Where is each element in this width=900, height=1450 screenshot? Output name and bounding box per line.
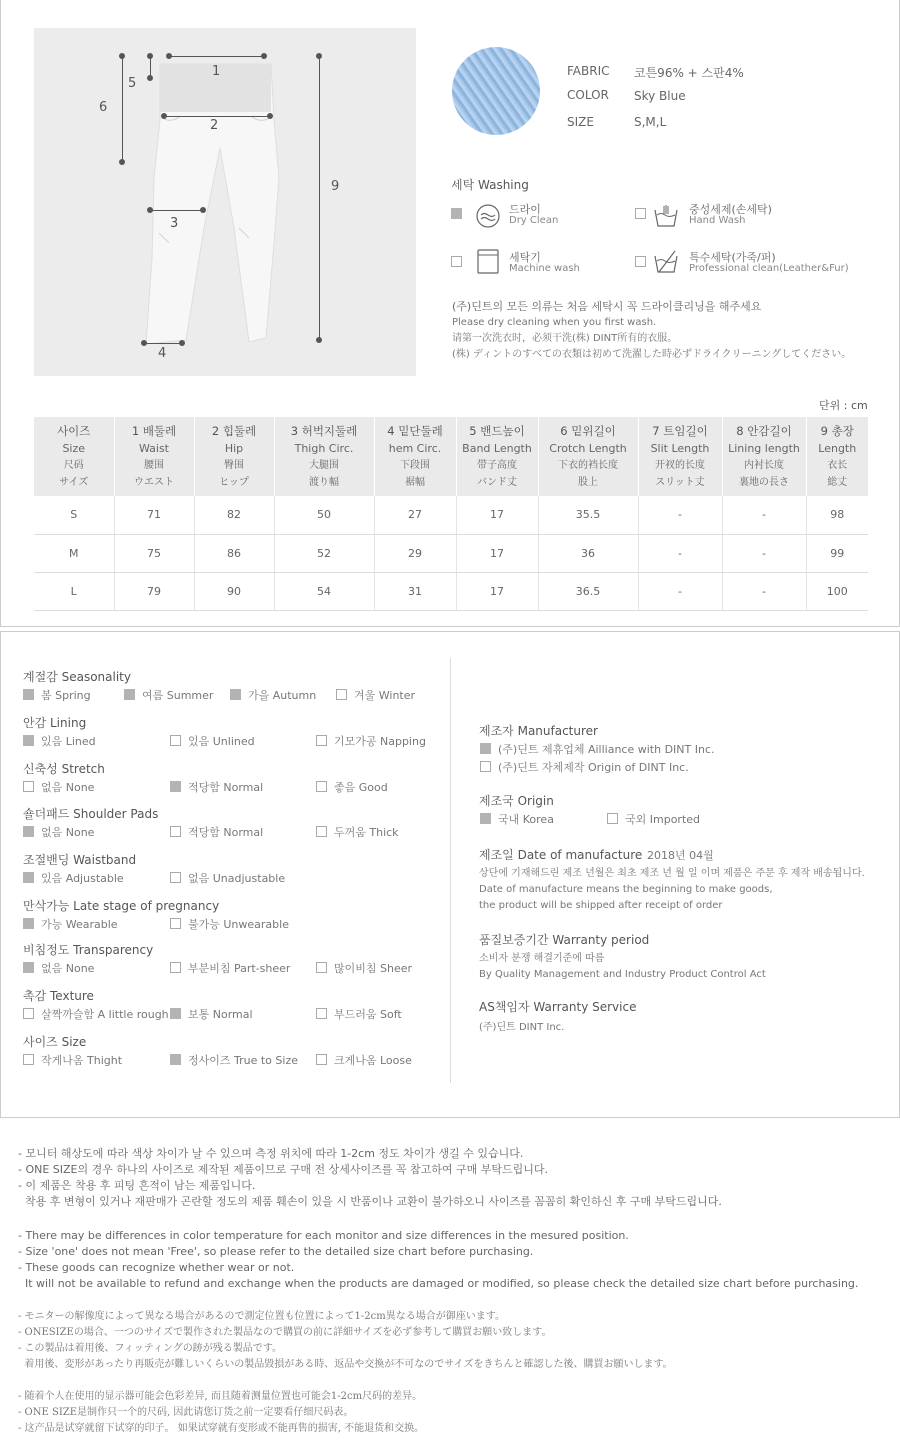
attribute-checkbox (170, 872, 181, 883)
attribute-option: 불가능 Unwearable (170, 916, 289, 932)
size-label: SIZE (567, 115, 594, 129)
table-cell: - (722, 572, 806, 610)
table-cell: 54 (274, 572, 374, 610)
attribute-option: 가을 Autumn (230, 687, 316, 703)
table-cell: - (722, 534, 806, 572)
professional-clean-checkbox (635, 256, 646, 267)
size-table-header (34, 417, 868, 496)
attribute-checkbox (170, 1008, 181, 1019)
origin-checkbox-1 (480, 813, 491, 824)
attribute-checkbox (170, 918, 181, 929)
attribute-checkbox (316, 735, 327, 746)
column-divider (450, 658, 451, 1083)
table-cell: 27 (374, 496, 456, 534)
product-info-panel (0, 0, 900, 627)
size-column-header: 9 총장 Length 衣长 総丈 (806, 417, 868, 496)
table-cell: 79 (114, 572, 194, 610)
attribute-option: 없음 None (23, 960, 94, 976)
table-row (34, 534, 868, 572)
table-cell: L (34, 572, 114, 610)
fabric-swatch (452, 47, 540, 135)
measure-label-5: 5 (128, 76, 137, 91)
date-description: 상단에 기재해드린 제조 년월은 최초 제조 년 월 일 이며 제품은 주문 후 제작 배송됩니다. Date of manufacture means the beginning to make goods, the product will be shipped after receipt of order (479, 868, 865, 911)
professional-clean-en: Professional clean(Leather&Fur) (689, 263, 849, 274)
attribute-checkbox (230, 689, 241, 700)
size-column-header: 사이즈 Size 尺码 サイズ (34, 417, 114, 496)
service-title: AS책임자 Warranty Service (479, 1000, 637, 1014)
machine-wash-checkbox (451, 256, 462, 267)
color-label: COLOR (567, 88, 609, 102)
measure-label-4: 4 (158, 346, 167, 361)
attribute-option: 겨울 Winter (336, 687, 415, 703)
table-cell: 36 (538, 534, 638, 572)
size-column-header: 8 안감길이 Lining length 内衬长度 裏地の長さ (722, 417, 806, 496)
attribute-option: 여름 Summer (124, 687, 213, 703)
origin-title: 제조국 Origin (479, 794, 554, 808)
service-value: (주)딘트 DINT Inc. (479, 1022, 565, 1033)
attribute-option: 없음 None (23, 779, 94, 795)
attribute-title: 안감 Lining (23, 716, 87, 730)
dry-clean-en: Dry Clean (509, 215, 559, 226)
attribute-option: 작게나옴 Thight (23, 1052, 122, 1068)
size-column-header: 7 트임길이 Slit Length 开衩的长度 スリット丈 (638, 417, 722, 496)
measure-label-1: 1 (212, 64, 221, 79)
attribute-title: 비침정도 Transparency (23, 943, 154, 957)
professional-clean-kr: 특수세탁(가죽/퍼) (689, 251, 776, 264)
attribute-option: 정사이즈 True to Size (170, 1052, 298, 1068)
attribute-checkbox (170, 1054, 181, 1065)
table-cell: S (34, 496, 114, 534)
size-table (34, 417, 868, 611)
attribute-checkbox (170, 826, 181, 837)
hand-wash-en: Hand Wash (689, 215, 746, 226)
attribute-option: 없음 Unadjustable (170, 870, 285, 886)
manufacturer-title: 제조자 Manufacturer (479, 724, 598, 738)
table-cell: 86 (194, 534, 274, 572)
attribute-option: 좋음 Good (316, 779, 388, 795)
table-cell: - (638, 496, 722, 534)
attribute-checkbox (336, 689, 347, 700)
measure-line-1 (169, 56, 264, 57)
professional-clean-icon (653, 248, 679, 274)
color-value: Sky Blue (634, 89, 686, 103)
warranty-description: 소비자 분쟁 해결기준에 따름 By Quality Management and Industry Product Control Act (479, 953, 766, 980)
attribute-option: 있음 Lined (23, 733, 96, 749)
hand-wash-kr: 중성세제(손세탁) (689, 203, 772, 216)
attribute-title: 촉감 Texture (23, 989, 94, 1003)
measure-line-9 (319, 56, 320, 340)
machine-wash-icon (475, 248, 501, 274)
attribute-option: 보통 Normal (170, 1006, 253, 1022)
attribute-checkbox (316, 1008, 327, 1019)
measure-label-9: 9 (331, 179, 340, 194)
notice-korean: - 모니터 해상도에 따라 색상 차이가 날 수 있으며 측정 위치에 따라 1-2cm 정도 차이가 생길 수 있습니다. - ONE SIZE의 경우 하나의 사이즈로 제작된 제품이므로 구매 전 상세사이즈를 꼭 참고하여 구매 부탁드립니다. - 이 제품은 착용 후 피팅 흔적이 남는 제품입니다. 착용 후 변형이 있거나 재판매가 곤란할 정도의 제품 훼손이 있을 시 반품이나 교환이 불가하오니 사이즈를 꼼꼼히 확인하신 후 구매 부탁드립니다. (18, 1147, 722, 1208)
washing-title: 세탁 Washing (451, 178, 529, 192)
size-column-header: 5 밴드높이 Band Length 带子高度 バンド丈 (456, 417, 538, 496)
table-cell: 90 (194, 572, 274, 610)
attribute-checkbox (23, 689, 34, 700)
pants-illustration (34, 28, 416, 376)
size-column-header: 6 밑위길이 Crotch Length 下衣的裆长度 股上 (538, 417, 638, 496)
dry-clean-kr: 드라이 (509, 203, 541, 216)
table-cell: 52 (274, 534, 374, 572)
attribute-title: 신축성 Stretch (23, 762, 105, 776)
attribute-checkbox (23, 735, 34, 746)
table-cell: - (638, 572, 722, 610)
warranty-title: 품질보증기간 Warranty period (479, 933, 650, 947)
fabric-value: 코튼96% + 스판4% (634, 66, 744, 80)
table-cell: 31 (374, 572, 456, 610)
attribute-option: 살짝까슬함 A little rough (23, 1006, 169, 1022)
attribute-checkbox (23, 962, 34, 973)
table-cell: 36.5 (538, 572, 638, 610)
origin-option: 국내 Korea (480, 811, 554, 827)
notice-japanese: - モニターの解像度によって異なる場合があるので測定位置も位置によって1-2cm異なる場合が御座います。 - ONESIZEの場合、一つのサイズで製作された製品なので購買の前に詳細サイズを必ず参考して購買お願い致します。 - この製品は着用後、フィッティングの跡が残る製品です。 着用後、変形があったり再販売が難しいくらいの製品毀損がある時、返品や交換が不可なのでサイズをきちんと確認した後、購買お願いします。 (18, 1311, 673, 1370)
size-column-header: 4 밑단둘레 hem Circ. 下段围 裾幅 (374, 417, 456, 496)
measure-label-3: 3 (170, 216, 179, 231)
table-row (34, 572, 868, 610)
table-cell: - (722, 496, 806, 534)
attribute-checkbox (316, 781, 327, 792)
measure-line-3 (150, 210, 203, 211)
product-photo (34, 28, 416, 376)
table-cell: 75 (114, 534, 194, 572)
size-column-header: 2 힙둘레 Hip 臀围 ヒップ (194, 417, 274, 496)
table-cell: 98 (806, 496, 868, 534)
measure-line-4 (144, 343, 182, 344)
table-cell: M (34, 534, 114, 572)
attribute-checkbox (23, 781, 34, 792)
table-cell: 17 (456, 572, 538, 610)
notice-chinese: - 随着个人在使用的显示器可能会色彩差异, 而且随着测量位置也可能会1-2cm尺码的差异。 - ONE SIZE是制作只一个的尺码, 因此请您订货之前一定要看仔细尺码表。 - 这产品是试穿就留下试穿的印子。 如果试穿就有变形或不能再售的损害, 不能退货和交换。 (18, 1391, 425, 1434)
attribute-option: 크게나옴 Loose (316, 1052, 412, 1068)
attribute-checkbox (316, 1054, 327, 1065)
table-cell: 17 (456, 496, 538, 534)
attribute-checkbox (170, 735, 181, 746)
attribute-checkbox (316, 962, 327, 973)
measure-label-6: 6 (99, 100, 108, 115)
manufacturer-checkbox-1 (480, 743, 491, 754)
attribute-title: 계절감 Seasonality (23, 670, 131, 684)
machine-wash-kr: 세탁기 (509, 251, 541, 264)
measure-label-2: 2 (210, 118, 219, 133)
attribute-option: 기모가공 Napping (316, 733, 426, 749)
table-cell: - (638, 534, 722, 572)
attribute-checkbox (23, 1054, 34, 1065)
attribute-option: 없음 None (23, 824, 94, 840)
attribute-option: 가능 Wearable (23, 916, 118, 932)
table-cell: 17 (456, 534, 538, 572)
attribute-checkbox (170, 781, 181, 792)
dry-clean-checkbox (451, 208, 462, 219)
machine-wash-en: Machine wash (509, 263, 580, 274)
attribute-title: 사이즈 Size (23, 1035, 87, 1049)
origin-checkbox-2 (607, 813, 618, 824)
attribute-option: 많이비침 Sheer (316, 960, 412, 976)
table-cell: 50 (274, 496, 374, 534)
manufacturer-option: (주)딘트 자체제작 Origin of DINT Inc. (480, 759, 689, 775)
attribute-option: 있음 Unlined (170, 733, 255, 749)
washing-notes: (주)딘트의 모든 의류는 처음 세탁시 꼭 드라이클리닝을 해주세요 Please dry cleaning when you first wash. 请第一次洗衣时，必须干洗(株) DINT所有的衣服。 (株) ディントのすべての衣類は初めて洗濯した時必ずドライクリーニングしてください。 (452, 300, 852, 360)
measure-line-6 (122, 56, 123, 162)
attribute-checkbox (170, 962, 181, 973)
table-cell: 29 (374, 534, 456, 572)
table-row (34, 496, 868, 534)
attribute-option: 적당함 Normal (170, 779, 263, 795)
unit-label: 단위 : cm (819, 399, 868, 412)
attribute-checkbox (124, 689, 135, 700)
table-cell: 100 (806, 572, 868, 610)
manufacturer-checkbox-2 (480, 761, 491, 772)
attribute-checkbox (316, 826, 327, 837)
date-value: 2018년 04월 (647, 849, 714, 862)
hand-wash-checkbox (635, 208, 646, 219)
origin-option: 국외 Imported (607, 811, 700, 827)
attribute-checkbox (23, 826, 34, 837)
attribute-title: 만삭가능 Late stage of pregnancy (23, 899, 220, 913)
dry-clean-icon (475, 203, 501, 229)
fabric-label: FABRIC (567, 64, 610, 78)
notice-english: - There may be differences in color temperature for each monitor and size differences in the mesured position. - Size 'one' does not mean 'Free', so please refer to the detailed size chart before purchasing. - These goods can recognize whether wear or not. It will not be available to refund and exchange when the products are damaged or modified, so please check the detailed size chart before purchasing. (18, 1229, 859, 1290)
attribute-checkbox (23, 872, 34, 883)
attribute-option: 적당함 Normal (170, 824, 263, 840)
attribute-option: 두꺼움 Thick (316, 824, 399, 840)
attribute-checkbox (23, 1008, 34, 1019)
hand-wash-icon (653, 202, 679, 228)
attribute-option: 부분비침 Part-sheer (170, 960, 290, 976)
table-cell: 35.5 (538, 496, 638, 534)
size-column-header: 1 배둘레 Waist 腰围 ウエスト (114, 417, 194, 496)
table-cell: 82 (194, 496, 274, 534)
attribute-title: 숄더패드 Shoulder Pads (23, 807, 159, 821)
table-cell: 71 (114, 496, 194, 534)
attribute-option: 봄 Spring (23, 687, 91, 703)
table-cell: 99 (806, 534, 868, 572)
measure-line-2 (164, 116, 270, 117)
size-column-header: 3 허벅지둘레 Thigh Circ. 大腿围 渡り幅 (274, 417, 374, 496)
size-value: S,M,L (634, 115, 667, 129)
attribute-option: 있음 Adjustable (23, 870, 124, 886)
date-title: 제조일 Date of manufacture (479, 848, 643, 862)
attribute-option: 부드러움 Soft (316, 1006, 402, 1022)
attribute-title: 조절밴딩 Waistband (23, 853, 137, 867)
attribute-checkbox (23, 918, 34, 929)
manufacturer-option: (주)딘트 제휴업체 Ailliance with DINT Inc. (480, 741, 715, 757)
